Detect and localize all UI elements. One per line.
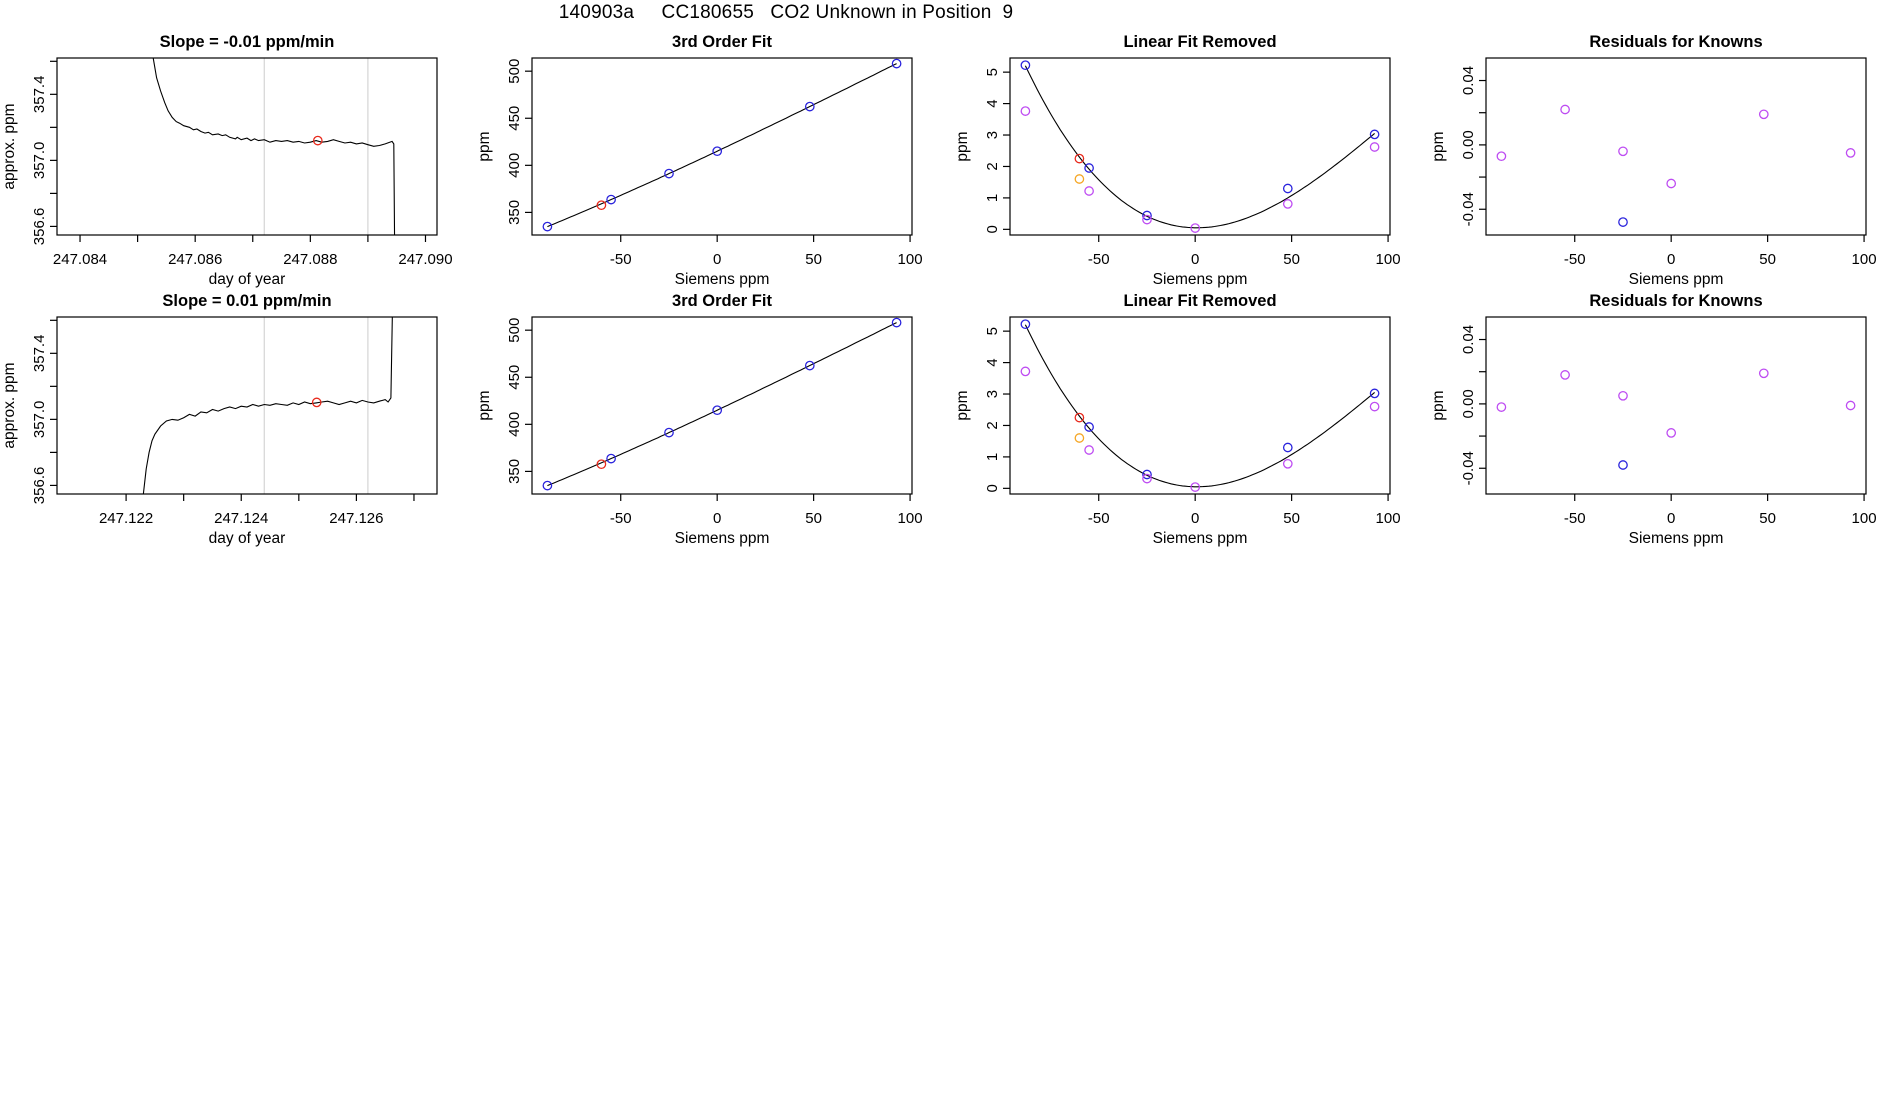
x-axis-label: Siemens ppm [674, 530, 770, 547]
y-tick-label: 5 [984, 67, 1001, 77]
panel-title: Linear Fit Removed [1123, 33, 1277, 51]
y-tick-label: -0.04 [1460, 192, 1477, 227]
violet-point-marker [1561, 371, 1569, 379]
x-axis-label: day of year [208, 530, 286, 547]
x-axis-label: Siemens ppm [1152, 271, 1248, 288]
x-axis-label: Siemens ppm [674, 271, 770, 288]
x-tick-label: -50 [609, 510, 632, 527]
y-axis-label: approx. ppm [1, 362, 18, 449]
y-tick-label: 5 [984, 326, 1001, 336]
red-point-marker [1075, 413, 1083, 421]
violet-point-marker [1760, 110, 1768, 118]
violet-point-marker [1497, 403, 1505, 411]
x-axis-label: day of year [208, 271, 286, 288]
y-tick-label: 0.00 [1460, 389, 1477, 419]
blue-point-marker [1619, 461, 1627, 469]
y-tick-label: 1 [984, 452, 1001, 462]
violet-point-marker [1021, 107, 1029, 115]
fit-curve [547, 323, 896, 486]
blue-point-marker [1021, 320, 1029, 328]
violet-point-marker [1284, 200, 1292, 208]
y-tick-label: 500 [506, 58, 523, 84]
violet-point-marker [1085, 187, 1093, 195]
y-tick-label: 450 [506, 105, 523, 131]
panel-slope-top [0, 20, 472, 292]
x-axis-label: Siemens ppm [1628, 271, 1724, 288]
y-tick-label: 3 [984, 130, 1001, 140]
violet-point-marker [1370, 402, 1378, 410]
y-tick-label: 4 [984, 99, 1001, 108]
panel-linrem-top [950, 20, 1425, 292]
y-tick-label: 357.4 [31, 334, 48, 373]
y-axis-label: approx. ppm [1, 103, 18, 190]
panel-title: Residuals for Knowns [1589, 292, 1763, 310]
y-tick-label: 3 [984, 389, 1001, 399]
x-tick-label: 50 [805, 251, 822, 268]
x-tick-label: -50 [1563, 251, 1586, 268]
y-tick-label: 0.00 [1460, 130, 1477, 160]
violet-point-marker [1667, 179, 1675, 187]
x-tick-label: 0 [713, 251, 722, 268]
x-tick-label: 50 [1759, 251, 1776, 268]
x-tick-label: 247.090 [398, 251, 453, 268]
panel-title: 3rd Order Fit [672, 292, 772, 310]
x-tick-label: 247.086 [168, 251, 223, 268]
fit-curve [1025, 325, 1374, 487]
panel-title: Linear Fit Removed [1123, 292, 1277, 310]
panel-resid-top [1426, 20, 1900, 292]
panel-title: Slope = -0.01 ppm/min [159, 33, 335, 51]
x-tick-label: 50 [1283, 510, 1300, 527]
y-axis-label: ppm [1430, 131, 1447, 162]
y-tick-label: 0 [984, 225, 1001, 234]
x-axis-label: Siemens ppm [1152, 530, 1248, 547]
violet-point-marker [1085, 446, 1093, 454]
plot-frame [1010, 317, 1390, 494]
y-tick-label: -0.04 [1460, 451, 1477, 486]
fit-curve [547, 64, 896, 227]
violet-point-marker [1846, 401, 1854, 409]
x-tick-label: 0 [1667, 251, 1676, 268]
y-tick-label: 400 [506, 411, 523, 437]
x-tick-label: 247.084 [52, 251, 108, 268]
y-axis-label: ppm [476, 390, 493, 421]
blue-point-marker [1085, 164, 1093, 172]
blue-point-marker [1284, 184, 1292, 192]
x-tick-label: 247.088 [283, 251, 338, 268]
y-tick-label: 0.04 [1460, 324, 1477, 355]
x-tick-label: 100 [897, 251, 923, 268]
blue-point-marker [1619, 218, 1627, 226]
panel-slope-bottom [0, 279, 472, 551]
x-axis-label: Siemens ppm [1628, 530, 1724, 547]
x-tick-label: 0 [713, 510, 722, 527]
orange-point-marker [1075, 175, 1083, 183]
y-tick-label: 357.0 [31, 400, 48, 439]
x-tick-label: 0 [1191, 510, 1200, 527]
violet-point-marker [1619, 392, 1627, 400]
x-tick-label: 100 [1375, 510, 1401, 527]
x-tick-label: -50 [609, 251, 632, 268]
y-tick-label: 2 [984, 162, 1001, 171]
orange-point-marker [1075, 434, 1083, 442]
fit-curve [1025, 66, 1374, 228]
violet-point-marker [1760, 369, 1768, 377]
x-tick-label: 100 [1851, 251, 1877, 268]
y-tick-label: 357.0 [31, 141, 48, 180]
blue-point-marker [1370, 389, 1378, 397]
violet-point-marker [1619, 147, 1627, 155]
y-tick-label: 2 [984, 421, 1001, 430]
blue-point-marker [1370, 130, 1378, 138]
x-tick-label: 247.126 [329, 510, 384, 527]
y-tick-label: 4 [984, 358, 1001, 367]
violet-point-marker [1667, 429, 1675, 437]
y-axis-label: ppm [1430, 390, 1447, 421]
panel-fit3-top [472, 20, 947, 292]
y-tick-label: 350 [506, 199, 523, 225]
x-tick-label: -50 [1087, 510, 1110, 527]
blue-point-marker [1085, 423, 1093, 431]
blue-point-marker [1284, 443, 1292, 451]
y-tick-label: 1 [984, 193, 1001, 203]
x-tick-label: 50 [1283, 251, 1300, 268]
y-axis-label: ppm [954, 390, 971, 421]
panel-title: Slope = 0.01 ppm/min [162, 292, 332, 310]
x-tick-label: 0 [1191, 251, 1200, 268]
y-tick-label: 356.6 [31, 466, 48, 505]
y-axis-label: ppm [954, 131, 971, 162]
y-tick-label: 400 [506, 152, 523, 178]
figure-title: 140903a CC180655 CO2 Unknown in Position 9 [558, 2, 1014, 23]
y-tick-label: 350 [506, 458, 523, 484]
x-tick-label: 0 [1667, 510, 1676, 527]
violet-point-marker [1561, 105, 1569, 113]
y-tick-label: 356.6 [31, 207, 48, 246]
y-tick-label: 0 [984, 484, 1001, 493]
panel-linrem-bottom [950, 279, 1425, 551]
x-tick-label: 50 [805, 510, 822, 527]
plot-frame [1486, 317, 1866, 494]
x-tick-label: 100 [897, 510, 923, 527]
violet-point-marker [1284, 460, 1292, 468]
y-axis-label: ppm [476, 131, 493, 162]
violet-point-marker [1370, 143, 1378, 151]
x-tick-label: 50 [1759, 510, 1776, 527]
x-tick-label: 100 [1375, 251, 1401, 268]
plot-frame [1486, 58, 1866, 235]
x-tick-label: -50 [1087, 251, 1110, 268]
y-tick-label: 357.4 [31, 75, 48, 114]
violet-point-marker [1497, 152, 1505, 160]
panel-title: Residuals for Knowns [1589, 33, 1763, 51]
y-tick-label: 500 [506, 317, 523, 343]
plot-frame [57, 317, 437, 494]
blue-point-marker [1021, 61, 1029, 69]
y-tick-label: 450 [506, 364, 523, 390]
violet-point-marker [1846, 149, 1854, 157]
x-tick-label: 247.122 [98, 510, 154, 527]
x-tick-label: -50 [1563, 510, 1586, 527]
violet-point-marker [1021, 367, 1029, 375]
y-tick-label: 0.04 [1460, 65, 1477, 96]
x-tick-label: 100 [1851, 510, 1877, 527]
panel-fit3-bottom [472, 279, 947, 551]
panel-resid-bottom [1426, 279, 1900, 551]
panel-title: 3rd Order Fit [672, 33, 772, 51]
plot-frame [57, 58, 437, 235]
x-tick-label: 247.124 [214, 510, 269, 527]
red-point-marker [1075, 154, 1083, 162]
plot-frame [1010, 58, 1390, 235]
